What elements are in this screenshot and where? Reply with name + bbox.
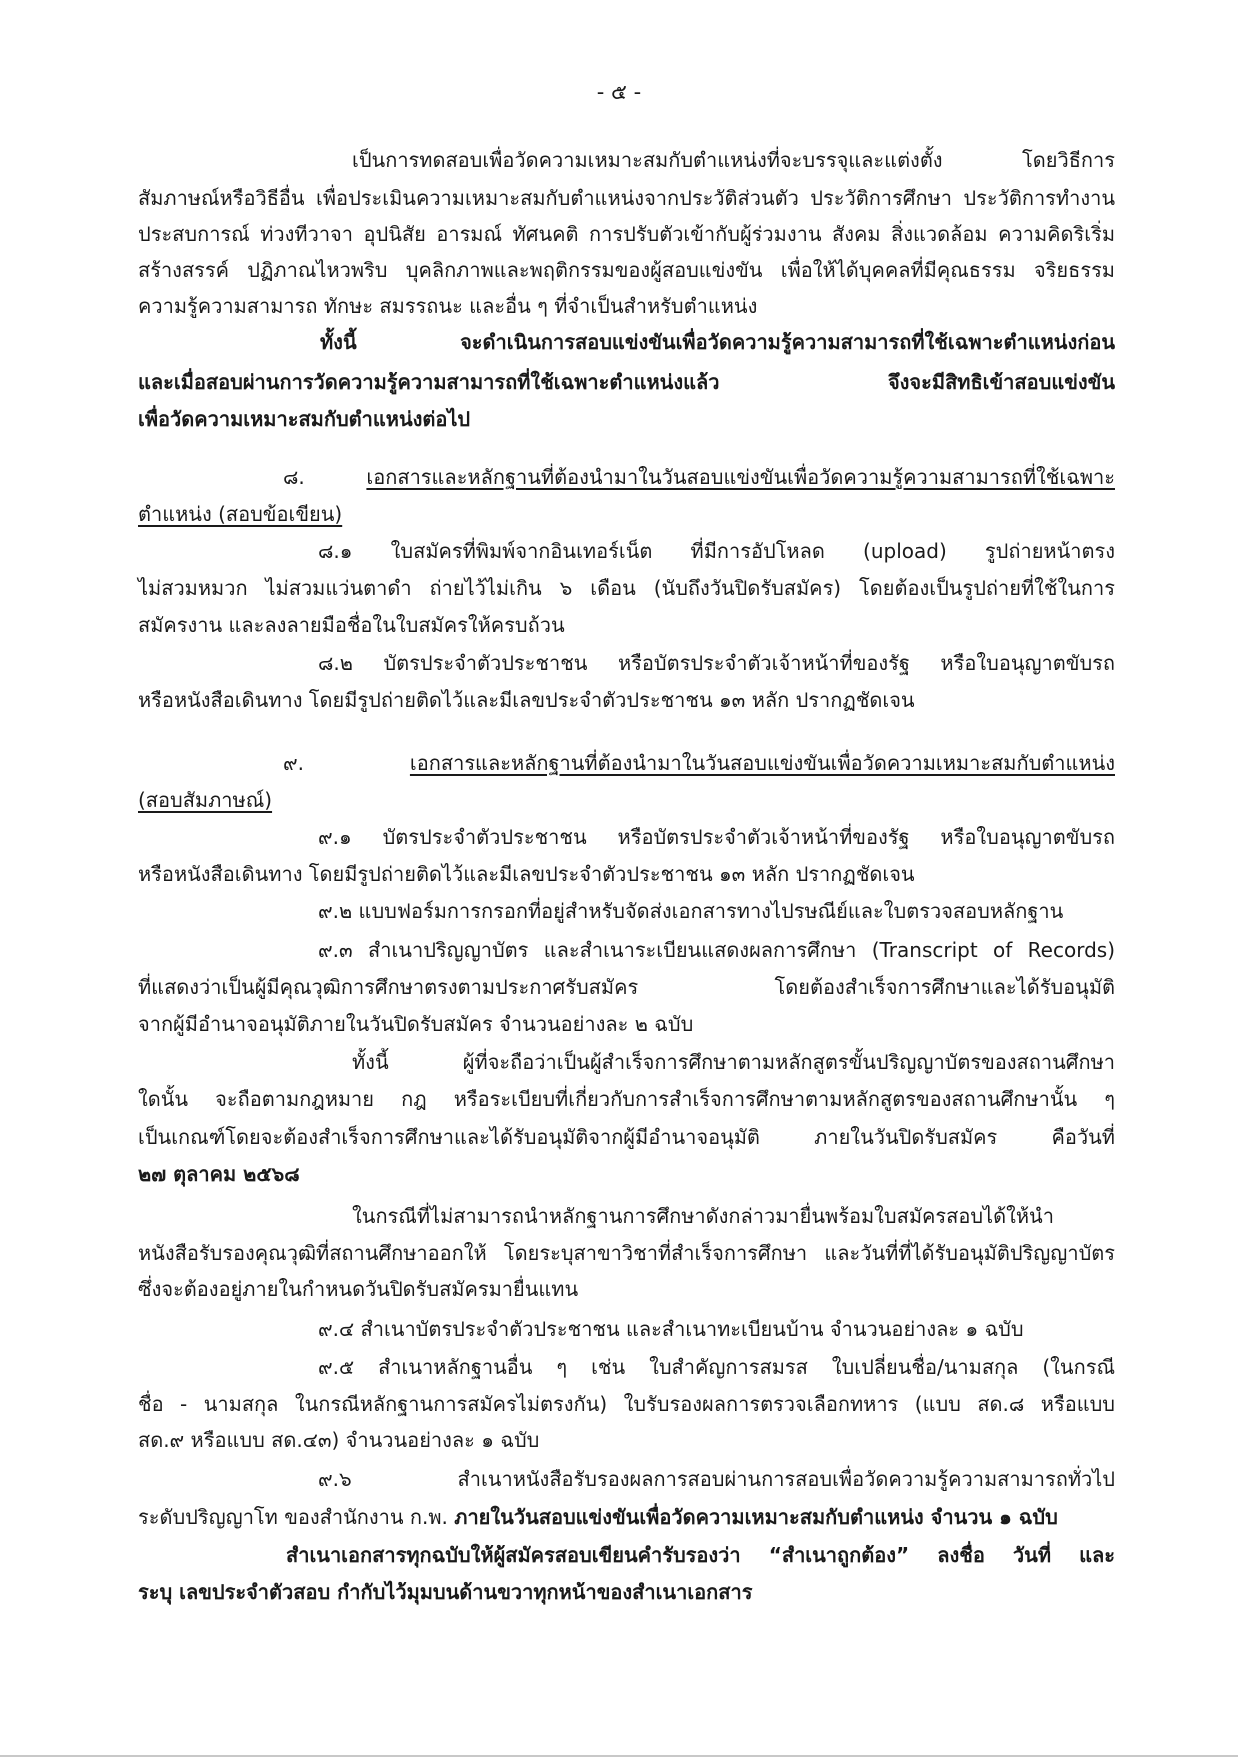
text-run: ภายในวันสอบแข่งขันเพื่อวัดความเหมาะสมกับตำแหน่ง จำนวน ๑ ฉบับ [454,1505,1058,1529]
text-line [138,1081,1115,1117]
text-line [318,893,1115,929]
text-run: เพื่อวัดความเหมาะสมกับตำแหน่งต่อไป [138,407,471,431]
text-line [138,1235,1115,1271]
text-run: สมัครงาน และลงลายมือชื่อในใบสมัครให้ครบถ้วน [138,613,565,637]
text-run: ระดับปริญญาโท ของสำนักงาน ก.พ. [138,1505,455,1529]
text-line [138,607,1115,643]
text-line [318,1461,1115,1497]
text-line [138,682,1115,718]
text-run: ๒๗ ตุลาคม ๒๕๖๘ [138,1162,300,1186]
section-heading-line [283,745,1115,781]
text-run: เป็นเกณฑ์โดยจะต้องสำเร็จการศึกษาและได้รับอนุมัติจากผู้มีอำนาจอนุมัติ ภายในวันปิดรับสมัคร คือวันที่ [138,1125,1115,1149]
text-run: ระบุ เลขประจำตัวสอบ กำกับไว้มุมบนด้านขวาทุกหน้าของสำเนาเอกสาร [138,1580,753,1604]
text-run: หรือหนังสือเดินทาง โดยมีรูปถ่ายติดไว้และมีเลขประจำตัวประชาชน ๑๓ หลัก ปรากฏชัดเจน [138,688,915,712]
text-line [138,364,1115,400]
text-line [352,1198,1115,1234]
text-run: เอกสารและหลักฐานที่ต้องนำมาในวันสอบแข่งขันเพื่อวัดความรู้ความสามารถที่ใช้เฉพาะ [366,465,1115,489]
text-run: สร้างสรรค์ ปฏิภาณไหวพริบ บุคลิกภาพและพฤติกรรมของผู้สอบแข่งขัน เพื่อให้ได้บุคคลที่มีคุณธรรม จริยธรรม [138,258,1115,282]
text-run: ความรู้ความสามารถ ทักษะ สมรรถนะ และอื่น ๆ ที่จำเป็นสำหรับตำแหน่ง [138,294,758,318]
text-run: หรือหนังสือเดินทาง โดยมีรูปถ่ายติดไว้และมีเลขประจำตัวประชาชน ๑๓ หลัก ปรากฏชัดเจน [138,862,915,886]
text-run: ใดนั้น จะถือตามกฎหมาย กฎ หรือระเบียบที่เกี่ยวกับการสำเร็จการศึกษาตามหลักสูตรของสถานศึกษานั้น ๆ [138,1087,1115,1111]
section-heading-line [138,496,1115,532]
text-line [138,401,1115,437]
text-run: เอกสารและหลักฐานที่ต้องนำมาในวันสอบแข่งขันเพื่อวัดความเหมาะสมกับตำแหน่ง [409,751,1115,775]
text-run: ๘.๑ ใบสมัครที่พิมพ์จากอินเทอร์เน็ต ที่มีการอัปโหลด (upload) รูปถ่ายหน้าตรง [318,539,1115,563]
text-run: และเมื่อสอบผ่านการวัดความรู้ความสามารถที่ใช้เฉพาะตำแหน่งแล้ว จึงจะมีสิทธิเข้าสอบแข่งขัน [138,370,1115,394]
text-line [318,932,1115,968]
text-run: สัมภาษณ์หรือวิธีอื่น เพื่อประเมินความเหมาะสมกับตำแหน่งจากประวัติส่วนตัว ประวัติการศึกษา ประวัติการทำงาน [138,186,1115,210]
text-run: ๙.๕ สำเนาหลักฐานอื่น ๆ เช่น ใบสำคัญการสมรส ใบเปลี่ยนชื่อ/นามสกุล (ในกรณี [318,1355,1115,1379]
text-line [138,1422,1115,1458]
text-run: ชื่อ - นามสกุล ในกรณีหลักฐานการสมัครไม่ตรงกัน) ใบรับรองผลการตรวจเลือกทหาร (แบบ สด.๘ หรือแบบ [138,1392,1115,1416]
text-line [138,1156,1115,1192]
text-run: เป็นการทดสอบเพื่อวัดความเหมาะสมกับตำแหน่งที่จะบรรจุและแต่งตั้ง โดยวิธีการ [352,148,1115,172]
text-line [138,1271,1115,1307]
text-run: ๙. [283,751,410,775]
text-line [318,1349,1115,1385]
text-line [318,645,1115,681]
text-run: จากผู้มีอำนาจอนุมัติภายในวันปิดรับสมัคร จำนวนอย่างละ ๒ ฉบับ [138,1012,694,1036]
text-run: ๙.๑ บัตรประจำตัวประชาชน หรือบัตรประจำตัวเจ้าหน้าที่ของรัฐ หรือใบอนุญาตขับรถ [318,825,1115,849]
text-run: ๙.๖ สำเนาหนังสือรับรองผลการสอบผ่านการสอบเพื่อวัดความรู้ความสามารถทั่วไป [318,1467,1115,1491]
text-line [352,142,1115,178]
text-run: ในกรณีที่ไม่สามารถนำหลักฐานการศึกษาดังกล่าวมายื่นพร้อมใบสมัครสอบได้ให้นำ [352,1204,1054,1228]
text-line [318,1311,1115,1347]
text-line [320,324,1115,360]
text-run: ๘. [283,465,367,489]
text-run: สด.๙ หรือแบบ สด.๔๓) จำนวนอย่างละ ๑ ฉบับ [138,1428,540,1452]
text-line [138,1574,1115,1610]
text-line [138,1499,1115,1535]
text-line [138,1119,1115,1155]
text-run: ไม่สวมหมวก ไม่สวมแว่นตาดำ ถ่ายไว้ไม่เกิน ๖ เดือน (นับถึงวันปิดรับสมัคร) โดยต้องเป็นรูปถ่ายที่ใช้ในการ [138,576,1115,600]
text-run: ที่แสดงว่าเป็นผู้มีคุณวุฒิการศึกษาตรงตามประกาศรับสมัคร โดยต้องสำเร็จการศึกษาและได้รับอนุมัติ [138,975,1115,999]
text-line [138,1006,1115,1042]
text-run: (สอบสัมภาษณ์) [138,788,273,812]
text-line [286,1537,1115,1573]
text-run: ๙.๓ สำเนาปริญญาบัตร และสำเนาระเบียนแสดงผลการศึกษา (Transcript of Records) [318,938,1115,962]
text-run: ประสบการณ์ ท่วงทีวาจา อุปนิสัย อารมณ์ ทัศนคติ การปรับตัวเข้ากับผู้ร่วมงาน สังคม สิ่งแวดล้อม ความคิดริเริ่ม [138,222,1115,246]
text-line [138,570,1115,606]
text-run: ตำแหน่ง (สอบข้อเขียน) [138,502,343,526]
text-line [318,819,1115,855]
text-run: ทั้งนี้ ผู้ที่จะถือว่าเป็นผู้สำเร็จการศึกษาตามหลักสูตรขั้นปริญญาบัตรของสถานศึกษา [352,1050,1115,1074]
text-run: ๙.๔ สำเนาบัตรประจำตัวประชาชน และสำเนาทะเบียนบ้าน จำนวนอย่างละ ๑ ฉบับ [318,1317,1024,1341]
text-line [318,533,1115,569]
text-run: ซึ่งจะต้องอยู่ภายในกำหนดวันปิดรับสมัครมายื่นแทน [138,1277,579,1301]
text-line [138,969,1115,1005]
text-line [352,1044,1115,1080]
text-line [138,1386,1115,1422]
text-run: ทั้งนี้ จะดำเนินการสอบแข่งขันเพื่อวัดความรู้ความสามารถที่ใช้เฉพาะตำแหน่งก่อน [320,330,1115,354]
text-line [138,180,1115,216]
text-run: ๙.๒ แบบฟอร์มการกรอกที่อยู่สำหรับจัดส่งเอกสารทางไปรษณีย์และใบตรวจสอบหลักฐาน [318,899,1064,923]
text-line [138,288,1115,324]
text-run: สำเนาเอกสารทุกฉบับให้ผู้สมัครสอบเขียนคำรับรองว่า “สำเนาถูกต้อง” ลงชื่อ วันที่ และ [286,1543,1115,1567]
page-bottom-edge [0,1755,1238,1757]
section-heading-line [138,782,1115,818]
section-heading-line [283,459,1115,495]
text-line [138,856,1115,892]
page-number: - ๕ - [596,80,642,104]
text-line [138,216,1115,252]
text-run: ๘.๒ บัตรประจำตัวประชาชน หรือบัตรประจำตัวเจ้าหน้าที่ของรัฐ หรือใบอนุญาตขับรถ [318,651,1115,675]
text-run: หนังสือรับรองคุณวุฒิที่สถานศึกษาออกให้ โดยระบุสาขาวิชาที่สำเร็จการศึกษา และวันที่ที่ได้รับอนุมัติปริญญาบัตร [138,1241,1115,1265]
text-line [138,252,1115,288]
